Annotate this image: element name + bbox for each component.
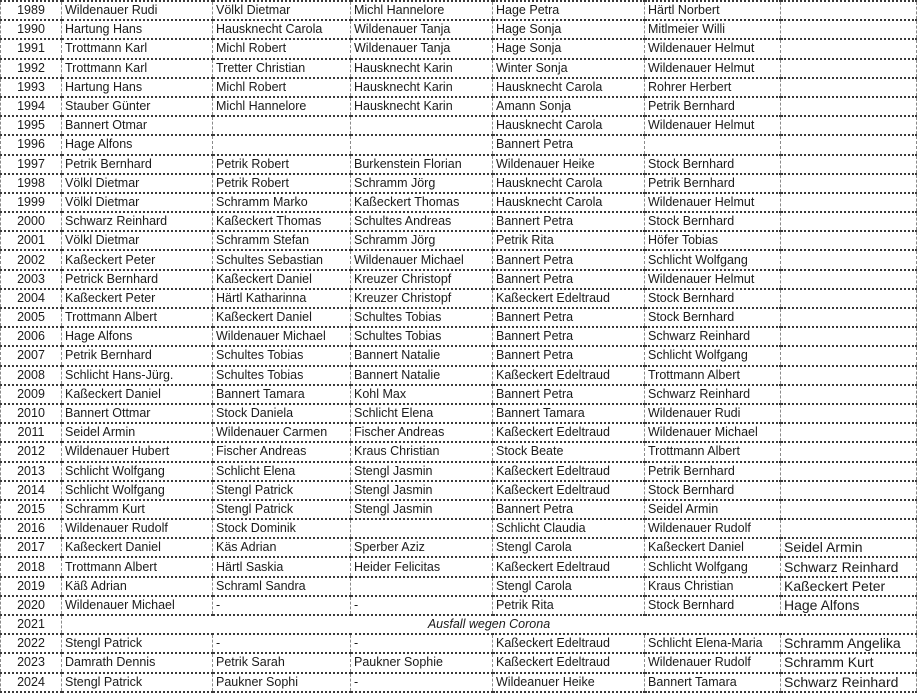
table-row [1,366,917,385]
name-cell: Käs Adrian [213,538,351,557]
name-cell: Schramm Marko [213,193,351,212]
name-cell: Wildenauer Michael [645,423,781,442]
year-cell: 2014 [1,481,62,500]
name-cell: Trottmann Albert [62,557,213,576]
table-row [1,481,917,500]
table-row [1,250,917,269]
name-cell: Petrik Bernhard [62,346,213,365]
name-cell: Stengl Carola [493,538,645,557]
name-cell: Bannert Petra [493,500,645,519]
name-cell: Stengl Patrick [213,481,351,500]
year-cell: 1996 [1,135,62,154]
name-cell [781,327,917,346]
name-cell: Kraus Christian [645,577,781,596]
name-cell: Mitlmeier Willi [645,20,781,39]
name-cell: Trottmann Karl [62,39,213,58]
name-cell [781,231,917,250]
name-cell: Hausknecht Carola [493,78,645,97]
name-cell [351,519,493,538]
name-cell [781,385,917,404]
name-cell: Schultes Andreas [351,212,493,231]
year-cell: 2012 [1,442,62,461]
name-cell: Petrik Sarah [213,653,351,672]
name-cell: Stock Dominik [213,519,351,538]
name-cell: Stock Bernhard [645,596,781,615]
name-cell: Kaßeckert Peter [62,250,213,269]
name-cell: Bannert Otmar [62,116,213,135]
name-cell: Völkl Dietmar [62,174,213,193]
name-cell: Damrath Dennis [62,653,213,672]
table-body [1,1,917,692]
name-cell: Kaßeckert Edeltraud [493,481,645,500]
name-cell: Schramm Jörg [351,174,493,193]
name-cell: Petrik Bernhard [645,462,781,481]
name-cell: Schlicht Claudia [493,519,645,538]
name-cell [351,577,493,596]
name-cell: Kaßeckert Edeltraud [493,366,645,385]
name-cell: Sperber Aziz [351,538,493,557]
name-cell: Michl Robert [213,39,351,58]
name-cell [213,116,351,135]
table-row [1,442,917,461]
name-cell: Bannert Petra [493,346,645,365]
year-cell: 1991 [1,39,62,58]
name-cell [781,97,917,116]
name-cell: Seidel Armin [781,538,917,557]
name-cell [781,20,917,39]
name-cell: Bannert Tamara [213,385,351,404]
year-cell: 1997 [1,155,62,174]
name-cell [781,116,917,135]
name-cell: Wildenauer Helmut [645,39,781,58]
name-cell: Schlicht Elena [213,462,351,481]
table-row [1,308,917,327]
year-cell: 1992 [1,59,62,78]
year-cell: 2003 [1,270,62,289]
name-cell: Hage Petra [493,1,645,20]
name-cell: Wildenauer Helmut [645,193,781,212]
name-cell: Seidel Armin [62,423,213,442]
name-cell: Wildenauer Rudolf [62,519,213,538]
name-cell: Trottmann Karl [62,59,213,78]
name-cell: Schramm Kurt [781,653,917,672]
table-row [1,174,917,193]
name-cell: Wildenauer Michael [213,327,351,346]
name-cell: Stengl Patrick [213,500,351,519]
name-cell [781,308,917,327]
name-cell: Schwarz Reinhard [645,327,781,346]
year-cell: 2023 [1,653,62,672]
name-cell: Kaßeckert Edeltraud [493,289,645,308]
name-cell [781,155,917,174]
name-cell: - [213,596,351,615]
name-cell: Kaßeckert Daniel [62,538,213,557]
table-row [1,519,917,538]
name-cell: Härtl Saskia [213,557,351,576]
name-cell: Paukner Sophi [213,673,351,692]
name-cell: Michl Robert [213,78,351,97]
name-cell: Höfer Tobias [645,231,781,250]
note-cell: Ausfall wegen Corona [62,615,917,634]
name-cell: Petrik Robert [213,174,351,193]
name-cell: Bannert Natalie [351,346,493,365]
name-cell [781,59,917,78]
name-cell: Amann Sonja [493,97,645,116]
name-cell: Kraus Christian [351,442,493,461]
year-cell: 2002 [1,250,62,269]
name-cell [781,442,917,461]
name-cell: Schwarz Reinhard [781,673,917,692]
table-row [1,577,917,596]
name-cell: Burkenstein Florian [351,155,493,174]
name-cell: Bannert Petra [493,270,645,289]
name-cell: Kaßeckert Edeltraud [493,423,645,442]
year-cell: 1999 [1,193,62,212]
name-cell: Kaßeckert Daniel [213,270,351,289]
name-cell: Schlicht Wolfgang [645,557,781,576]
year-cell: 2017 [1,538,62,557]
name-cell: Schwarz Reinhard [645,385,781,404]
table-row [1,155,917,174]
name-cell: Völkl Dietmar [62,231,213,250]
year-cell: 1995 [1,116,62,135]
year-cell: 2018 [1,557,62,576]
name-cell: Hartung Hans [62,78,213,97]
table-row [1,615,917,634]
name-cell: Kaßeckert Thomas [351,193,493,212]
year-cell: 1990 [1,20,62,39]
name-cell: - [213,634,351,653]
table-row [1,653,917,672]
name-cell: Kaßeckert Edeltraud [493,634,645,653]
name-cell: Petrik Rita [493,231,645,250]
name-cell [781,250,917,269]
table-row [1,423,917,442]
year-cell: 1993 [1,78,62,97]
table-row [1,212,917,231]
name-cell [645,135,781,154]
name-cell: Schlicht Wolfgang [62,462,213,481]
name-cell: Petrik Bernhard [645,174,781,193]
name-cell: Schlicht Elena-Maria [645,634,781,653]
name-cell: Schultes Tobias [351,308,493,327]
year-cell: 2004 [1,289,62,308]
name-cell: Schultes Tobias [213,346,351,365]
table-row [1,289,917,308]
name-cell: Hage Alfons [62,327,213,346]
name-cell: Kaßeckert Daniel [213,308,351,327]
year-cell: 2009 [1,385,62,404]
name-cell: Stock Daniela [213,404,351,423]
name-cell: Wildenauer Rudi [645,404,781,423]
name-cell: Hausknecht Carola [493,193,645,212]
table-row [1,673,917,692]
name-cell: Trottmann Albert [645,442,781,461]
name-cell: Schlicht Elena [351,404,493,423]
table-row [1,1,917,20]
year-cell: 2007 [1,346,62,365]
name-cell: Stock Bernhard [645,289,781,308]
name-cell: Winter Sonja [493,59,645,78]
name-cell [351,135,493,154]
table-row [1,500,917,519]
name-cell: Bannert Petra [493,327,645,346]
name-cell: Wildenauer Tanja [351,20,493,39]
year-cell: 2011 [1,423,62,442]
name-cell: Kaßeckert Edeltraud [493,557,645,576]
name-cell: Wildenauer Rudi [62,1,213,20]
year-cell: 1989 [1,1,62,20]
name-cell: Petrik Rita [493,596,645,615]
name-cell [351,116,493,135]
name-cell: Bannert Petra [493,135,645,154]
name-cell: Wildenauer Helmut [645,59,781,78]
name-cell: Petrik Bernhard [645,97,781,116]
name-cell: Kaßeckert Edeltraud [493,462,645,481]
name-cell: Schraml Sandra [213,577,351,596]
table-row [1,135,917,154]
name-cell: Hartung Hans [62,20,213,39]
name-cell [781,212,917,231]
name-cell: Seidel Armin [645,500,781,519]
name-cell: Wildenauer Michael [62,596,213,615]
name-cell: Härtl Norbert [645,1,781,20]
name-cell: Schultes Tobias [351,327,493,346]
year-cell: 1994 [1,97,62,116]
name-cell: Schlicht Wolfgang [645,346,781,365]
name-cell: Schramm Kurt [62,500,213,519]
name-cell: Härtl Katharinna [213,289,351,308]
table-row [1,39,917,58]
name-cell: Wildenauer Rudolf [645,519,781,538]
table-row [1,596,917,615]
table-row [1,97,917,116]
name-cell: Wildenauer Rudolf [645,653,781,672]
name-cell: Wildenauer Carmen [213,423,351,442]
name-cell: Hage Alfons [781,596,917,615]
name-cell: Schwarz Reinhard [781,557,917,576]
name-cell: Hage Sonja [493,20,645,39]
name-cell: Bannert Petra [493,308,645,327]
year-cell: 2008 [1,366,62,385]
name-cell: Bannert Natalie [351,366,493,385]
name-cell: Stengl Jasmin [351,500,493,519]
name-cell: Hausknecht Carola [493,116,645,135]
name-cell: Schlicht Wolfgang [62,481,213,500]
name-cell: Stengl Jasmin [351,481,493,500]
name-cell [781,270,917,289]
name-cell: Trottmann Albert [645,366,781,385]
name-cell: Michl Hannelore [213,97,351,116]
name-cell: Stock Bernhard [645,481,781,500]
name-cell: Paukner Sophie [351,653,493,672]
name-cell: Kreuzer Christopf [351,289,493,308]
table-row [1,557,917,576]
name-cell: Bannert Petra [493,250,645,269]
table-row [1,116,917,135]
table-row [1,327,917,346]
name-cell: Schultes Sebastian [213,250,351,269]
name-cell: Wildenauer Hubert [62,442,213,461]
name-cell: Bannert Tamara [493,404,645,423]
name-cell: Michl Hannelore [351,1,493,20]
name-cell: Hage Alfons [62,135,213,154]
name-cell: Stengl Patrick [62,673,213,692]
name-cell [781,135,917,154]
table-row [1,634,917,653]
table-row [1,231,917,250]
name-cell: Stengl Carola [493,577,645,596]
year-cell: 2019 [1,577,62,596]
name-cell: Hage Sonja [493,39,645,58]
name-cell: Trottmann Albert [62,308,213,327]
table-row [1,346,917,365]
table-row [1,538,917,557]
name-cell: Bannert Petra [493,385,645,404]
year-cell: 2022 [1,634,62,653]
name-cell: Völkl Dietmar [213,1,351,20]
year-cell: 2001 [1,231,62,250]
year-cell: 2005 [1,308,62,327]
name-cell: Völkl Dietmar [62,193,213,212]
name-cell [781,366,917,385]
name-cell: Stauber Günter [62,97,213,116]
name-cell: Bannert Petra [493,212,645,231]
name-cell [781,289,917,308]
name-cell: - [351,673,493,692]
year-cell: 2006 [1,327,62,346]
year-cell: 2013 [1,462,62,481]
table-row [1,404,917,423]
name-cell [781,519,917,538]
name-cell: Petrik Robert [213,155,351,174]
name-cell: Wildenauer Tanja [351,39,493,58]
name-cell: Kaßeckert Thomas [213,212,351,231]
table-row [1,20,917,39]
table-row [1,193,917,212]
year-cell: 2024 [1,673,62,692]
year-cell: 2016 [1,519,62,538]
name-cell [781,174,917,193]
name-cell: Wildenauer Michael [351,250,493,269]
name-cell: Hausknecht Karin [351,78,493,97]
name-cell: Hausknecht Carola [213,20,351,39]
name-cell: Kaßeckert Edeltraud [493,653,645,672]
name-cell: Stock Bernhard [645,212,781,231]
name-cell [781,1,917,20]
name-cell: Kohl Max [351,385,493,404]
name-cell: Hausknecht Karin [351,97,493,116]
name-cell: Käß Adrian [62,577,213,596]
name-cell: Bannert Ottmar [62,404,213,423]
year-cell: 1998 [1,174,62,193]
name-cell: Wildenauer Heike [493,155,645,174]
name-cell: Schramm Jörg [351,231,493,250]
name-cell [781,193,917,212]
name-cell: Wildenauer Helmut [645,270,781,289]
name-cell: Heider Felicitas [351,557,493,576]
table-row [1,270,917,289]
name-cell [213,135,351,154]
name-cell: Kreuzer Christopf [351,270,493,289]
name-cell: Stock Bernhard [645,308,781,327]
name-cell [781,500,917,519]
name-cell: - [351,596,493,615]
name-cell: - [351,634,493,653]
year-cell: 2020 [1,596,62,615]
name-cell: Kaßeckert Daniel [62,385,213,404]
name-cell: Rohrer Herbert [645,78,781,97]
name-cell: Schramm Stefan [213,231,351,250]
table-row [1,59,917,78]
name-cell: Petrik Bernhard [62,155,213,174]
name-cell [781,346,917,365]
name-cell: Petrick Bernhard [62,270,213,289]
name-cell [781,39,917,58]
name-cell: Stock Bernhard [645,155,781,174]
name-cell: Kaßeckert Daniel [645,538,781,557]
name-cell: Stengl Patrick [62,634,213,653]
name-cell: Wildenauer Helmut [645,116,781,135]
table-row [1,78,917,97]
name-cell [781,404,917,423]
year-cell: 2015 [1,500,62,519]
name-cell [781,462,917,481]
name-cell: Bannert Tamara [645,673,781,692]
table-row [1,385,917,404]
name-cell [781,423,917,442]
name-cell: Fischer Andreas [351,423,493,442]
name-cell: Hausknecht Karin [351,59,493,78]
name-cell: Schlicht Wolfgang [645,250,781,269]
name-cell [781,78,917,97]
name-cell: Schwarz Reinhard [62,212,213,231]
name-cell: Fischer Andreas [213,442,351,461]
name-cell: Kaßeckert Peter [62,289,213,308]
name-cell: Schlicht Hans-Jürg. [62,366,213,385]
name-cell [781,481,917,500]
table-row [1,462,917,481]
year-cell: 2010 [1,404,62,423]
year-cell: 2021 [1,615,62,634]
name-cell: Hausknecht Carola [493,174,645,193]
name-cell: Stengl Jasmin [351,462,493,481]
name-cell: Tretter Christian [213,59,351,78]
name-cell: Schultes Tobias [213,366,351,385]
name-cell: Schramm Angelika [781,634,917,653]
name-cell: Stock Beate [493,442,645,461]
year-cell: 2000 [1,212,62,231]
name-cell: Wildeanuer Heike [493,673,645,692]
name-cell: Kaßeckert Peter [781,577,917,596]
